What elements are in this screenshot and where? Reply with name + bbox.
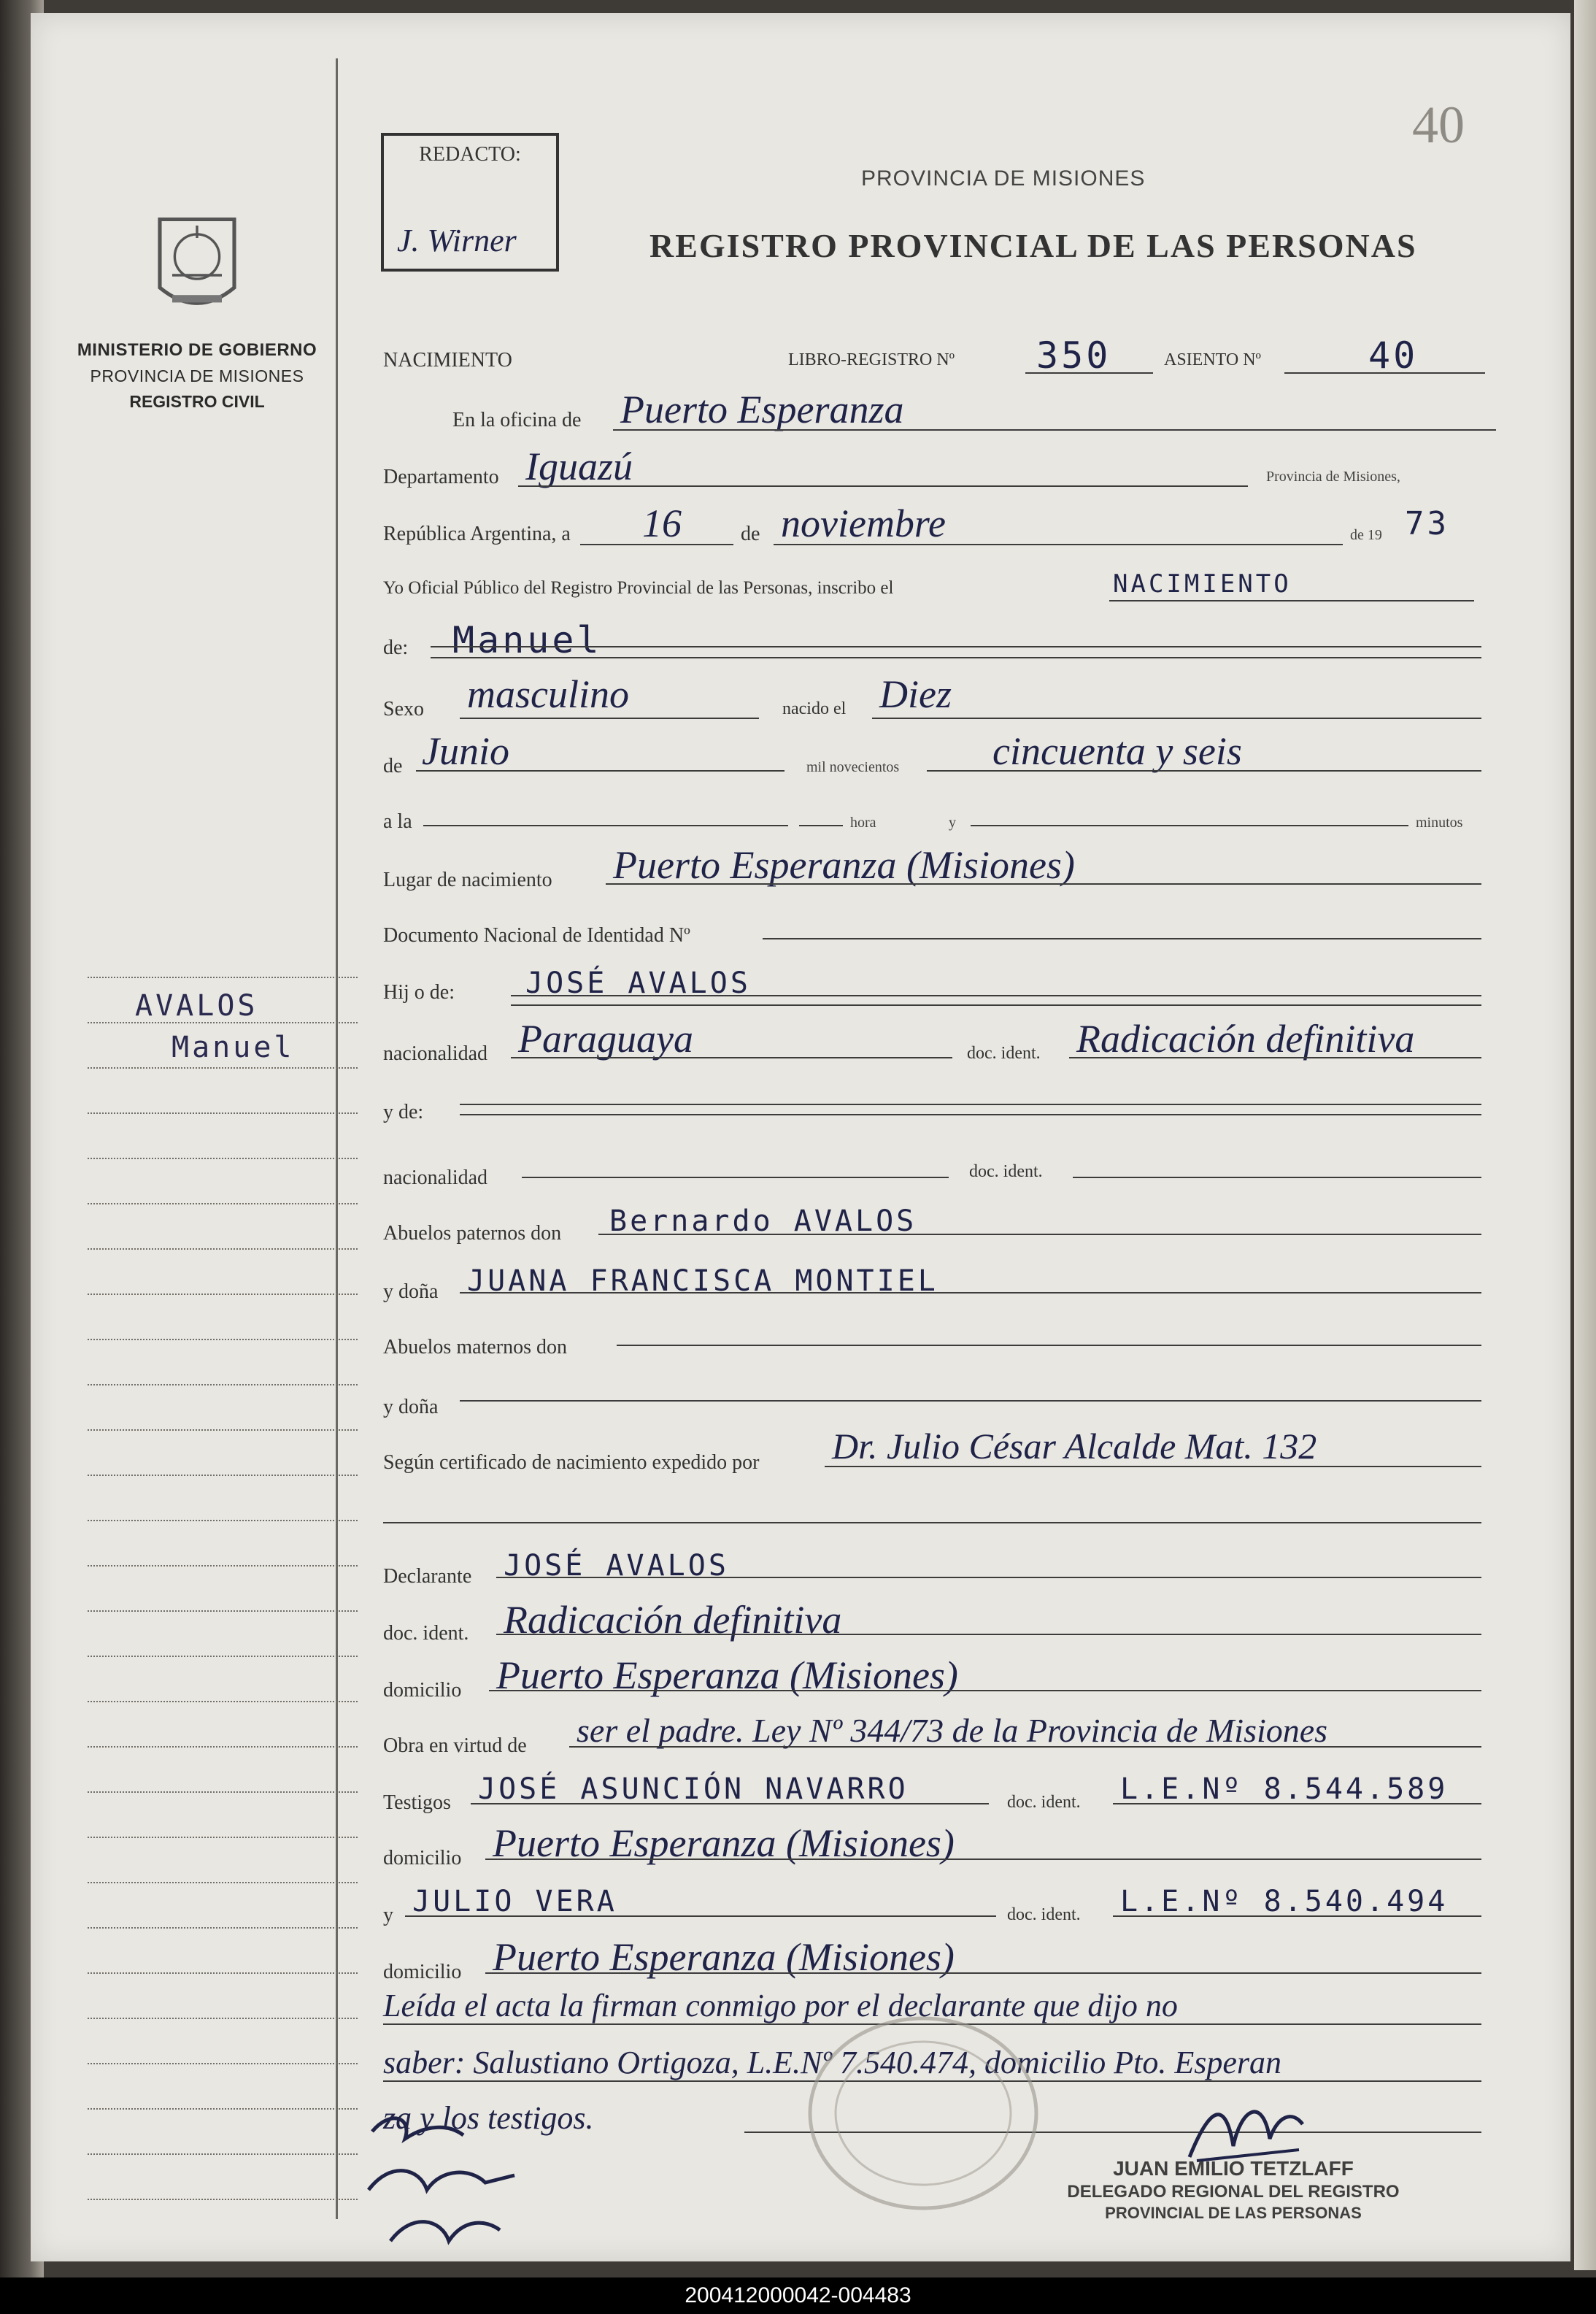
declarante-doc: Radicación definitiva: [504, 1598, 842, 1642]
obra-value: ser el padre. Ley Nº 344/73 de la Provincia de Misiones: [577, 1712, 1328, 1749]
mil-label: mil novecientos: [806, 759, 900, 775]
padre-value: JOSÉ AVALOS: [525, 966, 751, 1000]
ydona-label: y doña: [383, 1280, 439, 1303]
margin-given-name: Manuel: [171, 1031, 295, 1064]
month-line: [774, 544, 1343, 545]
padre-doc-line: [1069, 1057, 1481, 1058]
testigo2: JULIO VERA: [412, 1885, 617, 1918]
testigo1-line: [471, 1803, 989, 1804]
dni-line: [763, 938, 1481, 939]
sexo-line: [460, 718, 759, 719]
margin-line: [88, 2018, 358, 2019]
closing-line-2: saber: Salustiano Ortigoza, L.E.Nº 7.540.474, domicilio Pto. Esperan: [383, 2045, 1281, 2080]
margin-line: [88, 2153, 358, 2155]
declarante-label: Declarante: [383, 1565, 472, 1588]
day-value: 16: [642, 501, 682, 545]
ministry-block: [58, 201, 336, 412]
testigo2-domicilio: Puerto Esperanza (Misiones): [493, 1935, 955, 1979]
official-block: [1014, 2157, 1452, 2223]
de-label: de: [741, 523, 760, 545]
testigo1: JOSÉ ASUNCIÓN NAVARRO: [478, 1772, 909, 1806]
name-line: [431, 646, 1481, 647]
margin-line: [88, 1791, 358, 1793]
testigo2-domicilio-line: [485, 1972, 1481, 1974]
margin-line: [88, 1384, 358, 1385]
margin-line: [88, 2063, 358, 2064]
month-value: noviembre: [781, 501, 946, 545]
margin-line: [88, 1927, 358, 1929]
margin-line: [88, 1475, 358, 1476]
de2-label: de:: [383, 637, 409, 659]
ministry-province: PROVINCIA DE MISIONES: [90, 366, 304, 385]
obra-line: [569, 1746, 1481, 1748]
official-title-1: DELEGADO REGIONAL DEL REGISTRO: [1067, 2182, 1400, 2202]
asiento-line: [1284, 372, 1485, 374]
oficina-line: [613, 429, 1496, 431]
nacionalidad-label: nacionalidad: [383, 1042, 488, 1065]
hora-line-2: [799, 825, 843, 826]
abuela-materna-line: [460, 1400, 1481, 1402]
testigo2-line: [405, 1915, 996, 1917]
abuelo-paterno: Bernardo AVALOS: [609, 1204, 917, 1238]
departamento-value: Iguazú: [525, 445, 633, 488]
margin-line: [88, 1520, 358, 1521]
ministry-name: MINISTERIO DE GOBIERNO: [77, 340, 317, 360]
certificado-line: [825, 1466, 1481, 1467]
sexo-label: Sexo: [383, 698, 424, 720]
republica-label: República Argentina, a: [383, 523, 571, 545]
margin-line: [88, 1610, 358, 1612]
year-prefix: de 19: [1350, 527, 1382, 543]
ala-label: a la: [383, 810, 412, 833]
nacido-year-line: [927, 770, 1481, 772]
abuela-paterna-line: [460, 1292, 1481, 1294]
margin-line: [88, 1565, 358, 1567]
docident2-label: doc. ident.: [969, 1162, 1043, 1181]
margin-line: [88, 1429, 358, 1431]
declarante-domicilio-line: [489, 1690, 1481, 1691]
province-heading: PROVINCIA DE MISIONES: [861, 166, 1146, 191]
margin-line: [88, 1746, 358, 1748]
testigo2-doc: L.E.Nº 8.540.494: [1120, 1885, 1449, 1918]
oficina-label: En la oficina de: [452, 409, 582, 431]
departamento-label: Departamento: [383, 466, 499, 488]
image-caption: 200412000042-004483: [0, 2278, 1596, 2314]
nacido-label: nacido el: [782, 699, 847, 718]
abuelos-paternos-label: Abuelos paternos don: [383, 1222, 562, 1245]
t1-docident-label: doc. ident.: [1007, 1793, 1081, 1812]
certificado-label: Según certificado de nacimiento expedido por: [383, 1451, 760, 1474]
nacido-month-line: [416, 770, 784, 772]
libro-line: [1025, 372, 1153, 374]
padre-doc: Radicación definitiva: [1076, 1017, 1415, 1061]
testigos-label: Testigos: [383, 1791, 451, 1814]
testigo1-doc: L.E.Nº 8.544.589: [1120, 1772, 1449, 1806]
obra-label: Obra en virtud de: [383, 1734, 527, 1757]
padre-nacionalidad-line: [511, 1057, 952, 1058]
t2-docident-label: doc. ident.: [1007, 1905, 1081, 1924]
abuelos-maternos-label: Abuelos maternos don: [383, 1336, 567, 1358]
abuelo-materno-line: [617, 1345, 1481, 1346]
nacimiento-label: NACIMIENTO: [383, 349, 512, 372]
departamento-line: [518, 485, 1248, 487]
nacido-day-line: [872, 718, 1481, 719]
abuelo-paterno-line: [598, 1234, 1481, 1235]
margin-line: [88, 1339, 358, 1340]
madre-line: [460, 1104, 1481, 1105]
libro-label: LIBRO-REGISTRO Nº: [788, 350, 955, 369]
provincia-suffix: Provincia de Misiones,: [1266, 469, 1400, 485]
hora-label: hora: [850, 815, 876, 831]
closing-line-3: za y los testigos.: [383, 2100, 594, 2136]
witness-signatures-icon: [361, 2102, 551, 2263]
page-edge: [1574, 0, 1596, 2270]
redacto-label: REDACTO:: [419, 143, 521, 166]
ministry-registry: REGISTRO CIVIL: [129, 392, 265, 411]
testigo2-doc-line: [1113, 1915, 1481, 1917]
closing-line-1: Leída el acta la firman conmigo por el declarante que dijo no: [383, 1988, 1178, 2023]
t1-domicilio-label: domicilio: [383, 1847, 462, 1869]
declarante-doc-line: [496, 1634, 1481, 1635]
asiento-value: 40: [1368, 334, 1419, 377]
nacionalidad2-label: nacionalidad: [383, 1166, 488, 1189]
margin-line: [88, 1294, 358, 1295]
inscribo-value: NACIMIENTO: [1113, 569, 1292, 599]
declarante-domicilio: Puerto Esperanza (Misiones): [496, 1653, 958, 1697]
margin-line: [88, 1203, 358, 1204]
docident-label: doc. ident.: [967, 1044, 1041, 1063]
yo-oficial-label: Yo Oficial Público del Registro Provincial de las Personas, inscribo el: [383, 578, 894, 598]
official-title-2: PROVINCIAL DE LAS PERSONAS: [1105, 2204, 1362, 2222]
margin-divider: [336, 58, 338, 2219]
oficina-value: Puerto Esperanza: [620, 388, 904, 431]
padre-line: [511, 995, 1481, 996]
ydona2-label: y doña: [383, 1396, 439, 1418]
lugar-value: Puerto Esperanza (Misiones): [613, 843, 1075, 887]
declarante-line: [496, 1577, 1481, 1578]
margin-line: [88, 1112, 358, 1114]
margin-line: [88, 1067, 358, 1069]
name-line-2: [431, 657, 1481, 658]
registry-title: REGISTRO PROVINCIAL DE LAS PERSONAS: [649, 227, 1417, 264]
margin-line: [88, 1837, 358, 1838]
certificado-value: Dr. Julio César Alcalde Mat. 132: [832, 1426, 1317, 1467]
nacido-day: Diez: [879, 672, 952, 716]
margin-line: [88, 1158, 358, 1159]
lugar-line: [606, 883, 1481, 885]
page-number: 40: [1412, 96, 1465, 154]
testigo1-domicilio: Puerto Esperanza (Misiones): [493, 1821, 955, 1865]
margin-line: [88, 2199, 358, 2200]
margin-line: [88, 1701, 358, 1702]
certificado-line-2: [383, 1522, 1481, 1523]
libro-value: 350: [1036, 334, 1111, 377]
margin-line: [88, 1656, 358, 1657]
padre-line-2: [511, 1004, 1481, 1006]
sexo-value: masculino: [467, 672, 629, 716]
margin-line: [88, 977, 358, 978]
hijo-label: Hij o de:: [383, 981, 455, 1004]
margin-line: [88, 1972, 358, 1974]
declarante-value: JOSÉ AVALOS: [504, 1549, 729, 1583]
testigo1-doc-line: [1113, 1803, 1481, 1804]
minutos-label: minutos: [1416, 815, 1463, 831]
madre-line-2: [460, 1114, 1481, 1115]
y-label: y: [949, 815, 956, 831]
name-value: Manuel: [452, 619, 602, 661]
nacido-year: cincuenta y seis: [992, 729, 1242, 773]
official-name: JUAN EMILIO TETZLAFF: [1113, 2157, 1354, 2180]
abuela-paterna: JUANA FRANCISCA MONTIEL: [467, 1264, 938, 1298]
padre-nacionalidad: Paraguaya: [518, 1017, 693, 1061]
domicilio-label: domicilio: [383, 1679, 462, 1702]
margin-line: [88, 2108, 358, 2110]
margin-line: [88, 1882, 358, 1883]
madre-nacionalidad-line: [522, 1177, 949, 1178]
nacido-month: Junio: [422, 729, 509, 773]
yde-label: y de:: [383, 1101, 424, 1123]
margin-surname: AVALOS: [135, 989, 258, 1023]
minutos-line: [971, 825, 1408, 826]
t2-domicilio-label: domicilio: [383, 1961, 462, 1983]
dni-label: Documento Nacional de Identidad Nº: [383, 924, 690, 947]
redacto-signature: J. Wirner: [397, 223, 517, 258]
y2-label: y: [383, 1904, 393, 1926]
official-signature-icon: [1182, 2088, 1306, 2168]
year-value: 73: [1405, 505, 1449, 542]
decl-docident-label: doc. ident.: [383, 1622, 469, 1645]
hora-line: [423, 825, 788, 826]
margin-line: [88, 1248, 358, 1250]
asiento-label: ASIENTO Nº: [1164, 350, 1261, 369]
testigo1-domicilio-line: [485, 1858, 1481, 1860]
provincial-seal-icon: [135, 201, 259, 325]
de3-label: de: [383, 755, 403, 777]
lugar-label: Lugar de nacimiento: [383, 869, 552, 891]
inscribo-line: [1109, 600, 1474, 601]
redacto-box: [381, 133, 559, 272]
madre-doc-line: [1073, 1177, 1481, 1178]
